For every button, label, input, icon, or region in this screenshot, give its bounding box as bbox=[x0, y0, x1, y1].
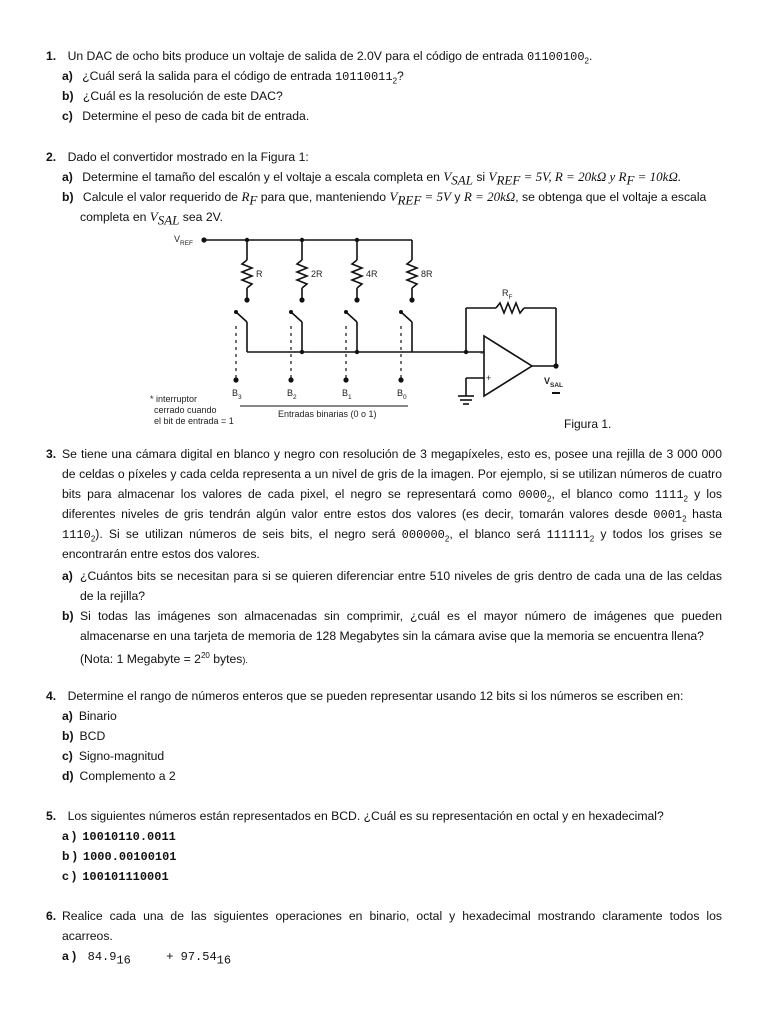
q2-b-line2-text: completa en bbox=[80, 210, 150, 224]
q2-b-vref: V bbox=[389, 189, 398, 204]
q6-number-wrap bbox=[46, 906, 56, 926]
q3-a-letter: a) bbox=[62, 569, 73, 583]
q6-line-2: acarreos. bbox=[62, 929, 113, 943]
q3-b-line-1: Si todas las imágenes son almacenadas sin comprimir, ¿cuál es el mayor número de imágenes que pueden bbox=[80, 609, 722, 623]
q2-b-r: R = 20kΩ bbox=[463, 189, 516, 204]
q6-a-operand2: + 97.54 bbox=[166, 950, 217, 964]
vref-terminal bbox=[201, 237, 206, 242]
q2-b-rf-sub: F bbox=[249, 192, 258, 208]
q1-a-end: ? bbox=[397, 69, 404, 83]
q6-a-letter: a ) bbox=[62, 949, 77, 963]
q6-a-operand1: 84.9 bbox=[87, 950, 117, 964]
q1-a-text: ¿Cuál será la salida para el código de entrada bbox=[82, 69, 335, 83]
q2-b-vref-value: = 5V bbox=[421, 189, 451, 204]
q5-number: 5. bbox=[46, 809, 57, 823]
q2-a-vref: V bbox=[488, 169, 497, 184]
svg-text:+: + bbox=[486, 373, 492, 383]
vsal-label: $V_{SAL}$ bbox=[544, 376, 564, 389]
q5-item-c: c ) 100101110001 bbox=[62, 869, 169, 884]
q4-stem-text: Determine el rango de números enteros que se pueden representar usando 12 bits si los números se escriben en: bbox=[67, 689, 684, 703]
q5-item-b: b ) 1000.00100101 bbox=[62, 849, 177, 864]
bit-label-b1: $B_1$ bbox=[342, 388, 352, 401]
q3-number-wrap bbox=[46, 444, 56, 464]
q3-line-5: $1110_2$). Si se utilizan números de seis bits, el negro será $000000_2$, el blanco será $111111_2$ y todos los grises se bbox=[62, 527, 722, 544]
q3-b-line-3: (Nota: 1 Megabyte = $2^{20}$ bytes). bbox=[80, 651, 248, 667]
q1-item-c bbox=[62, 106, 309, 126]
q2-a-si: si bbox=[472, 170, 489, 184]
switch-note-line1: * interruptor bbox=[150, 394, 198, 404]
bit-label-b2: $B_2$ bbox=[287, 388, 297, 401]
q1-stem-sub: 2 bbox=[584, 56, 589, 66]
q4-item-a: a) Binario bbox=[62, 709, 117, 723]
q3-line-6: encontrarán entre estos dos valores. bbox=[62, 547, 260, 561]
q1-stem-text: Un DAC de ocho bits produce un voltaje de salida de 2.0V para el código de entrada bbox=[67, 49, 527, 63]
q3-number: 3. bbox=[46, 447, 57, 461]
q4-stem bbox=[46, 686, 683, 706]
q4-number: 4. bbox=[46, 689, 57, 703]
q2-a-rf-value: = 10kΩ. bbox=[634, 169, 682, 184]
q1-item-b bbox=[62, 86, 283, 106]
q3-line-1: Se tiene una cámara digital en blanco y negro con resolución de 3 megapíxeles, esto es, posee una rejilla de 3 000 000 bbox=[62, 447, 722, 461]
q1-stem-code: 01100100 bbox=[526, 50, 585, 64]
vref-label: $V_{REF}$ bbox=[174, 234, 194, 247]
q2-b-rf: R bbox=[241, 189, 250, 204]
q2-b-text: Calcule el valor requerido de bbox=[82, 190, 242, 204]
q2-a-vref-sub: REF bbox=[496, 172, 521, 188]
q3-a-line-2: de la rejilla? bbox=[80, 589, 146, 603]
q2-stem-text: Dado el convertidor mostrado en la Figura 1: bbox=[67, 150, 309, 164]
q1-a-letter: a) bbox=[62, 69, 73, 83]
q1-stem-end: . bbox=[589, 49, 593, 63]
q1-b-letter: b) bbox=[62, 89, 74, 103]
switch-note-line3: el bit de entrada = 1 bbox=[154, 416, 234, 426]
resistor-label-2r: 2R bbox=[311, 269, 323, 279]
q2-b-line2-v: V bbox=[149, 209, 158, 224]
figure-caption: Figura 1. bbox=[564, 417, 612, 431]
q2-b-text2: para que, manteniendo bbox=[257, 190, 390, 204]
q6-number: 6. bbox=[46, 909, 57, 923]
q1-c-text: Determine el peso de cada bit de entrada. bbox=[82, 109, 310, 123]
q1-number: 1. bbox=[46, 49, 57, 63]
q2-a-values: = 5V, R = 20kΩ y R bbox=[520, 169, 627, 184]
q3-line-3: bits para almacenar los valores de cada pixel, el negro se representará como $0000_2$, el blanco como $1111_2$ y los bbox=[62, 487, 722, 504]
resistor-label-r: R bbox=[256, 269, 263, 279]
q3-line-4: diferentes niveles de gris tendrán algún valor entre estos dos valores (es decir, tomarán valores desde $0001_2$ hasta bbox=[62, 507, 722, 524]
q2-item-b-line2 bbox=[80, 207, 223, 230]
q5-stem bbox=[46, 806, 664, 826]
q2-b-vref-sub: REF bbox=[397, 192, 422, 208]
q3-b-line-2: almacenarse en una tarjeta de memoria de 128 Megabytes sin la cámara avise que la memoria se encuentra llena? bbox=[80, 629, 704, 643]
q4-item-d: d) Complemento a 2 bbox=[62, 769, 176, 783]
q3-a-letter-wrap bbox=[62, 566, 73, 586]
q2-b-letter: b) bbox=[62, 190, 74, 204]
q3-b-letter: b) bbox=[62, 609, 74, 623]
q6-item-a: a ) $84.9_{16} + 97.54_{16}$ bbox=[62, 949, 232, 968]
q2-b-line2-sub: SAL bbox=[157, 212, 180, 228]
q2-a-text: Determine el tamaño del escalón y el voltaje a escala completa en bbox=[82, 170, 444, 184]
switch-note-line2: cerrado cuando bbox=[154, 405, 217, 415]
q3-a-line-1: ¿Cuántos bits se necesitan para si se quieren diferenciar entre 510 niveles de gris dentro de cada una de las celdas bbox=[80, 569, 722, 583]
q1-a-sub: 2 bbox=[392, 76, 398, 86]
resistor-label-4r: 4R bbox=[366, 269, 378, 279]
inputs-label: Entradas binarias (0 o 1) bbox=[278, 409, 377, 419]
q4-item-c: c) Signo-magnitud bbox=[62, 749, 165, 763]
q2-b-y: y bbox=[450, 190, 464, 204]
resistor-label-8r: 8R bbox=[421, 269, 433, 279]
q2-a-rf-sub: F bbox=[626, 172, 635, 188]
q4-item-b: b) BCD bbox=[62, 729, 106, 743]
dac-circuit-figure bbox=[150, 228, 620, 434]
bit-label-b0: $B_0$ bbox=[397, 388, 407, 401]
q1-a-code: 10110011 bbox=[334, 70, 393, 84]
q5-stem-text: Los siguientes números están representados en BCD. ¿Cuál es su representación en octal y en hexadecimal? bbox=[67, 809, 664, 823]
q2-a-vsal: V bbox=[443, 169, 452, 184]
q2-a-vsal-sub: SAL bbox=[451, 172, 473, 188]
q5-item-a: a ) 10010110.0011 bbox=[62, 829, 176, 844]
rf-label: $R_F$ bbox=[502, 288, 513, 301]
q1-c-letter: c) bbox=[62, 109, 73, 123]
vsal-terminal bbox=[553, 363, 558, 368]
q2-b-line2-end: sea 2V. bbox=[179, 210, 224, 224]
svg-text:−: − bbox=[480, 348, 486, 358]
q2-number: 2. bbox=[46, 150, 57, 164]
q2-b-text3: , se obtenga que el voltaje a escala bbox=[515, 190, 707, 204]
q1-b-text: ¿Cuál es la resolución de este DAC? bbox=[82, 89, 283, 103]
q2-stem bbox=[46, 147, 309, 167]
bit-label-b3: $B_3$ bbox=[232, 388, 242, 401]
q3-line-2: de celdas o píxeles y cada celda representa a un nivel de gris de la imagen. Por ejemplo, si se utilizan números de cuatro bbox=[62, 467, 722, 481]
q2-a-letter: a) bbox=[62, 170, 73, 184]
q6-line-1: Realice cada una de las siguientes operaciones en binario, octal y hexadecimal mostrando claramente todos los bbox=[62, 909, 722, 923]
q3-b-letter-wrap bbox=[62, 606, 74, 626]
